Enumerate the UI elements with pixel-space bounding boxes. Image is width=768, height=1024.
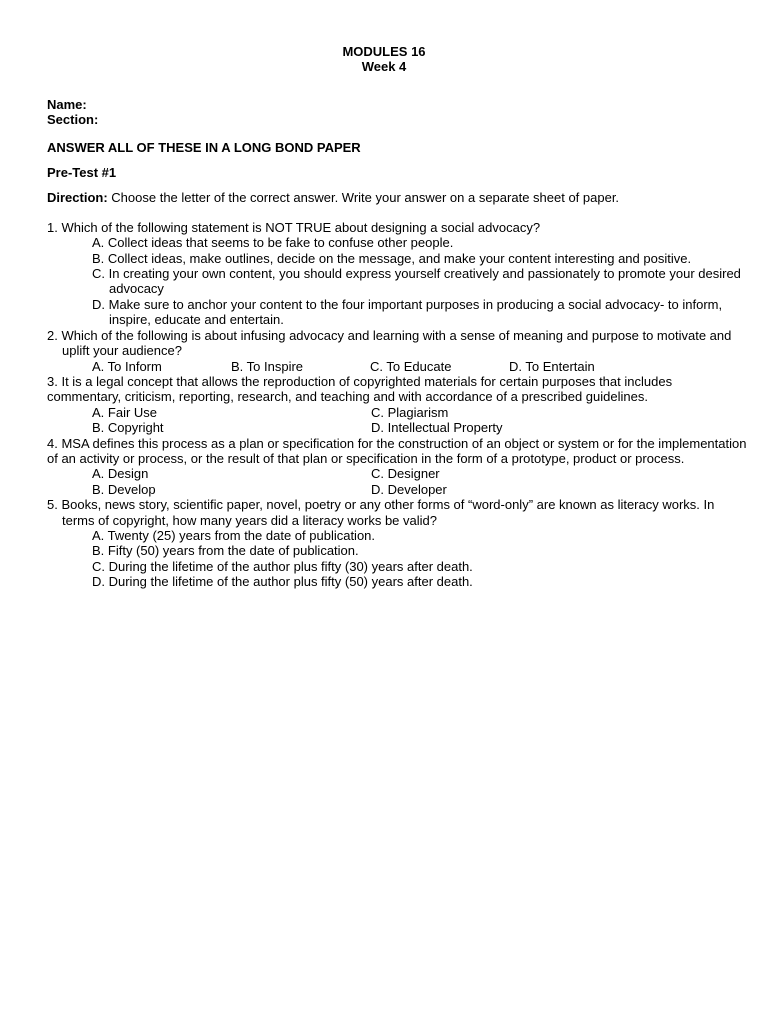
answer-option: B. To Inspire — [231, 358, 304, 374]
answer-option: A. Fair Use — [92, 404, 158, 420]
answer-options-row — [47, 359, 747, 374]
question-1 — [47, 220, 747, 328]
answer-option: D. Make sure to anchor your content to the four important purposes in producing a social advocacy- to inform, inspire, educate and entertain. — [92, 296, 723, 328]
answer-option: D. To Entertain — [509, 358, 595, 374]
direction-line — [47, 190, 747, 205]
answer-option: A. Twenty (25) years from the date of publication. — [92, 527, 376, 543]
answer-options-row — [47, 420, 747, 435]
question-5 — [47, 497, 747, 589]
answer-option: A. To Inform — [92, 358, 162, 374]
answer-option: A. Design — [92, 466, 149, 482]
pretest-title: Pre-Test #1 — [47, 165, 117, 181]
document-subtitle: Week 4 — [361, 59, 407, 75]
question-2 — [47, 328, 747, 374]
question-stem: 2. Which of the following is about infusing advocacy and learning with a sense of meaning and purpose to motivate and uplift your audience? — [47, 327, 732, 359]
answer-option: B. Copyright — [92, 420, 164, 436]
answer-option: C. During the lifetime of the author plus fifty (30) years after death. — [92, 558, 473, 574]
answer-option: B. Fifty (50) years from the date of publication. — [92, 543, 359, 559]
section-field: Section: — [47, 112, 99, 128]
answer-option: C. In creating your own content, you should express yourself creatively and passionately to promote your desired advocacy — [92, 266, 741, 297]
question-stem: 1. Which of the following statement is NOT TRUE about designing a social advocacy? — [47, 219, 541, 235]
answer-options-row — [47, 482, 747, 497]
document-page — [47, 44, 747, 590]
question-stem: 3. It is a legal concept that allows the reproduction of copyrighted materials for certain purposes that includes commentary, criticism, reporting, research, and teaching and with accordance of a prescribed guidelines. — [47, 373, 673, 405]
answer-option: C. Plagiarism — [371, 404, 449, 420]
question-stem: 4. MSA defines this process as a plan or specification for the construction of an object or system or for the implementation of an activity or process, or the result of that plan or specification in the form of a prototype, product or process. — [47, 435, 747, 466]
answer-option: A. Collect ideas that seems to be fake to confuse other people. — [92, 235, 454, 251]
answer-option: D. Developer — [371, 481, 447, 497]
answer-option: C. To Educate — [370, 358, 452, 374]
answer-options-row — [47, 466, 747, 481]
document-title: MODULES 16 — [342, 44, 426, 59]
answer-option: B. Develop — [92, 481, 156, 497]
name-field: Name: — [47, 96, 87, 112]
answer-option: D. During the lifetime of the author plus fifty (50) years after death. — [92, 574, 473, 590]
answer-option: C. Designer — [371, 466, 440, 482]
document-header — [0, 44, 768, 75]
question-4 — [47, 436, 747, 498]
direction-text: Choose the letter of the correct answer. Write your answer on a separate sheet of paper. — [107, 190, 620, 206]
direction-label: Direction: — [47, 190, 108, 206]
answer-option: B. Collect ideas, make outlines, decide on the message, and make your content interesting and positive. — [92, 250, 692, 266]
question-stem: 5. Books, news story, scientific paper, novel, poetry or any other forms of “word-only” are known as literacy works. In terms of copyright, how many years did a literacy works be valid? — [47, 497, 715, 528]
question-3 — [47, 374, 747, 436]
answer-options-row — [47, 405, 747, 420]
instruction-heading: ANSWER ALL OF THESE IN A LONG BOND PAPER — [47, 139, 361, 155]
answer-option: D. Intellectual Property — [371, 420, 503, 436]
